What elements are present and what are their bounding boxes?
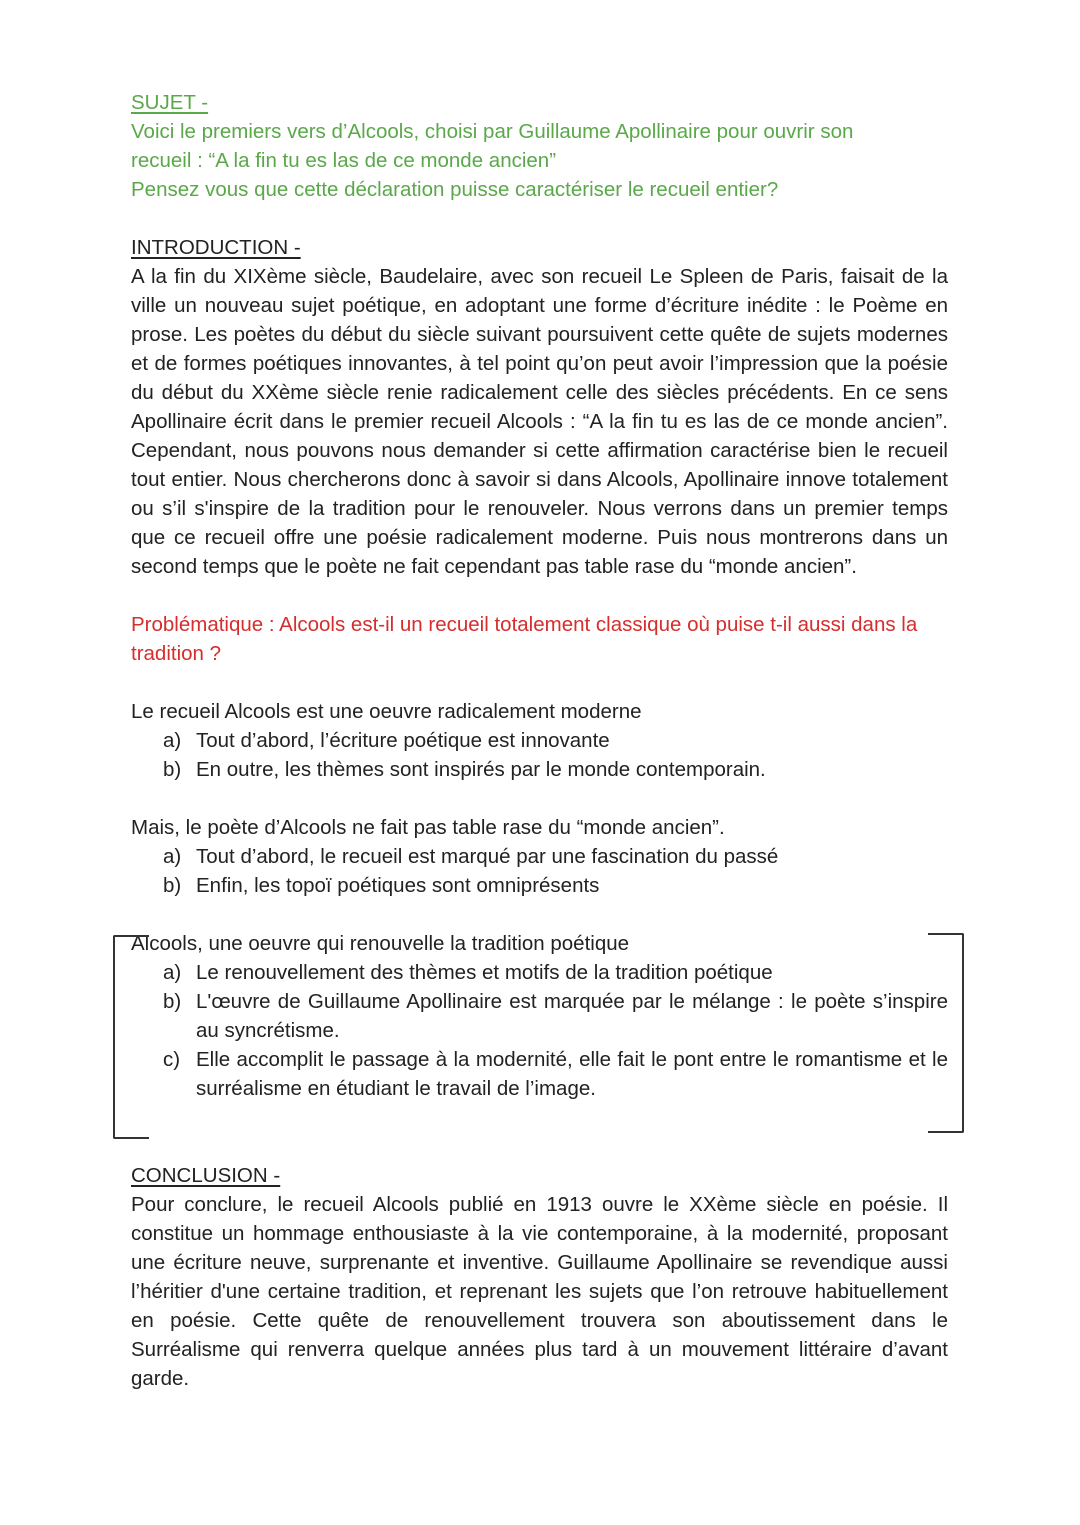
part-2-title: Mais, le poète d’Alcools ne fait pas table rase du “monde ancien”. xyxy=(131,816,725,839)
spacer xyxy=(131,668,948,697)
list-item-text: Tout d’abord, l’écriture poétique est innovante xyxy=(196,729,610,752)
list-item xyxy=(131,987,948,1045)
spacer xyxy=(131,1103,948,1132)
spacer xyxy=(131,900,948,929)
part-2 xyxy=(131,813,948,900)
list-item xyxy=(131,958,948,987)
part-3-list xyxy=(131,958,948,1103)
list-item-text: L'œuvre de Guillaume Apollinaire est marquée par le mélange : le poète s’inspire au syncrétisme. xyxy=(196,990,948,1042)
list-marker: a) xyxy=(163,961,182,984)
sujet-line-2: recueil : “A la fin tu es las de ce monde ancien” xyxy=(131,149,557,172)
list-item-text: Tout d’abord, le recueil est marqué par une fascination du passé xyxy=(196,845,779,868)
list-item-text: Le renouvellement des thèmes et motifs de la tradition poétique xyxy=(196,961,773,984)
list-item xyxy=(131,755,948,784)
introduction-section xyxy=(131,233,948,581)
problematique: Problématique : Alcools est-il un recueil totalement classique où puise t-il aussi dans la tradition ? xyxy=(131,613,918,665)
list-marker: b) xyxy=(163,874,182,897)
spacer xyxy=(131,204,948,233)
part-3 xyxy=(131,929,948,1103)
spacer xyxy=(131,1132,948,1161)
part-1-list xyxy=(131,726,948,784)
conclusion-heading: CONCLUSION - xyxy=(131,1164,281,1187)
list-item xyxy=(131,726,948,755)
list-marker: b) xyxy=(163,990,182,1013)
list-marker: c) xyxy=(163,1048,181,1071)
introduction-heading: INTRODUCTION - xyxy=(131,236,301,259)
sujet-section xyxy=(131,88,948,204)
sujet-line-3: Pensez vous que cette déclaration puisse caractériser le recueil entier? xyxy=(131,178,779,201)
part-2-list xyxy=(131,842,948,900)
part-3-title: Alcools, une oeuvre qui renouvelle la tradition poétique xyxy=(131,932,630,955)
list-marker: b) xyxy=(163,758,182,781)
list-item-text: En outre, les thèmes sont inspirés par le monde contemporain. xyxy=(196,758,766,781)
list-item-text: Enfin, les topoï poétiques sont omniprésents xyxy=(196,874,600,897)
sujet-heading: SUJET - xyxy=(131,91,209,114)
part-1 xyxy=(131,697,948,784)
conclusion-section xyxy=(131,1161,948,1393)
list-marker: a) xyxy=(163,729,182,752)
spacer xyxy=(131,581,948,610)
spacer xyxy=(131,784,948,813)
list-item xyxy=(131,1045,948,1103)
list-marker: a) xyxy=(163,845,182,868)
part-1-title: Le recueil Alcools est une oeuvre radicalement moderne xyxy=(131,700,642,723)
conclusion-text: Pour conclure, le recueil Alcools publié en 1913 ouvre le XXème siècle en poésie. Il constitue un hommage enthousiaste à la vie contemporaine, à la modernité, proposant une écriture neuve, surprenante et inventive. Guillaume Apollinaire se revendique aussi l’héritier d'une certaine tradition, et reprenant les sujets que l’on retrouve habituellement en poésie. Cette quête de renouvellement trouvera son aboutissement dans le Surréalisme qui renverra quelque années plus tard à un mouvement littéraire d’avant garde. xyxy=(131,1193,948,1390)
list-item xyxy=(131,842,948,871)
document-page xyxy=(131,88,948,1393)
list-item xyxy=(131,871,948,900)
introduction-text: A la fin du XIXème siècle, Baudelaire, avec son recueil Le Spleen de Paris, faisait de la ville un nouveau sujet poétique, en adoptant une forme d’écriture inédite : le Poème en prose. Les poètes du début du siècle suivant poursuivent cette quête de sujets modernes et de formes poétiques innovantes, à tel point qu’on peut avoir l’impression que la poésie du début du XXème siècle renie radicalement celle des siècles précédents. En ce sens Apollinaire écrit dans le premier recueil Alcools : “A la fin tu es las de ce monde ancien”. Cependant, nous pouvons nous demander si cette affirmation caractérise bien le recueil tout entier. Nous chercherons donc à savoir si dans Alcools, Apollinaire innove totalement ou s’il s'inspire de la tradition pour le renouveler. Nous verrons dans un premier temps que ce recueil offre une poésie radicalement moderne. Puis nous montrerons dans un second temps que le poète ne fait cependant pas table rase du “monde ancien”. xyxy=(131,265,948,578)
sujet-line-1: Voici le premiers vers d’Alcools, choisi par Guillaume Apollinaire pour ouvrir son xyxy=(131,120,854,143)
list-item-text: Elle accomplit le passage à la modernité, elle fait le pont entre le romantisme et le surréalisme en étudiant le travail de l’image. xyxy=(196,1048,948,1100)
